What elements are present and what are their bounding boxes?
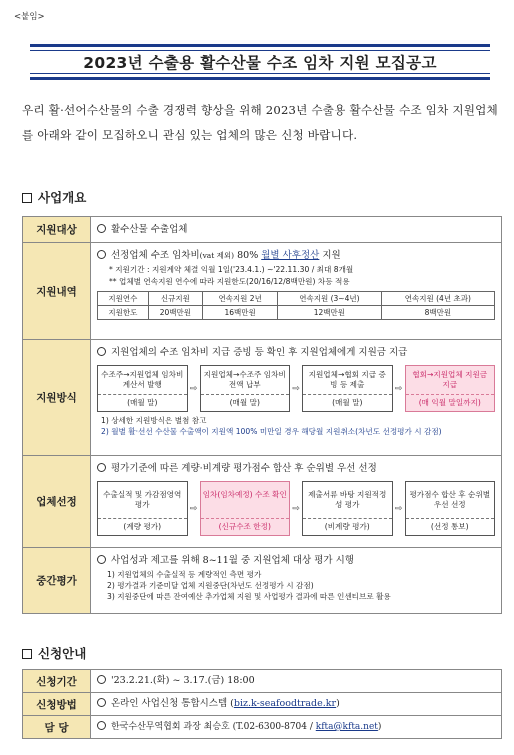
selection-cell: 평가기준에 따른 계량·비계량 평가점수 합산 후 순위별 우선 선정 수출실적 및 가감점영역 평가 (계량 평가) ⇨ 임차(임차예정) 수조 확인 (신규수조 한정) ⇨ 제출서류 바탕 지원적정성 평가 (비계량 평가) ⇨ 평가점수 합산 후 순위별 우선 선정 (선정 통보) xyxy=(91,456,502,548)
midterm-note: 2) 평가결과 기준미달 업체 지원중단(차년도 선정평가 시 감점) xyxy=(107,581,314,590)
arrow-right-icon: ⇨ xyxy=(394,383,403,394)
page-title: 2023년 수출용 활수산물 수조 임차 지원 모집공고 xyxy=(83,54,437,72)
monthly-settlement-text: 월별 사후정산 xyxy=(261,250,320,261)
midterm-cell: 사업성과 제고를 위해 8~11월 중 지원업체 대상 평가 시행 1) 지원업체의 수출실적 등 계량적인 측면 평가 2) 평가결과 기준미달 업체 지원중단(차년도 선정평가 시 감점) 3) 지원중단에 따른 잔여예산 추가업체 지원 및 사업평가 결과에 따른 인센티브로 활용 xyxy=(91,548,502,614)
method-note-1: 1) 상세한 지원방식은 별첨 참고 xyxy=(101,416,207,425)
midterm-note: 3) 지원중단에 따른 잔여예산 추가업체 지원 및 사업평가 결과에 따른 인센티브로 활용 xyxy=(107,592,391,601)
support-period: * 지원기간 : 지원계약 체결 익월 1일('23.4.1.) ~'22.11.30 / 최대 8개월 xyxy=(109,265,354,274)
apply-table xyxy=(22,669,502,739)
circle-bullet-icon xyxy=(97,224,106,233)
label-method: 지원방식 xyxy=(23,340,91,456)
apply-method-cell: 온라인 사업신청 통합시스템 (biz.k-seafoodtrade.kr) xyxy=(91,693,502,716)
method-flow xyxy=(97,365,495,412)
label-apply-method: 신청방법 xyxy=(23,693,91,716)
square-bullet-icon xyxy=(22,649,32,659)
apply-period-cell: '23.2.21.(화) ~ 3.17.(금) 18:00 xyxy=(91,670,502,693)
content-cell: 선정업체 수조 임차비(vat 제외) 80% 월별 사후정산 지원 * 지원기간 : 지원계약 체결 익월 1일('23.4.1.) ~'22.11.30 / 최대 8개월 ** 업체별 연속지원 연수에 따라 지원한도(20/16/12/8백만원) 차등 적용 지원연수 신규지원 연속지원 2년 연속지원 (3~4년) 연속지원 (4년 초과) 지원한도 20백만원 16백만원 12백만원 8백만원 xyxy=(91,243,502,340)
arrow-right-icon: ⇨ xyxy=(292,383,300,394)
contact-email-link[interactable]: kfta@kfta.net xyxy=(315,722,378,732)
label-midterm: 중간평가 xyxy=(23,548,91,614)
circle-bullet-icon xyxy=(97,555,106,564)
amount-table: 지원연수 신규지원 연속지원 2년 연속지원 (3~4년) 연속지원 (4년 초과) 지원한도 20백만원 16백만원 12백만원 8백만원 xyxy=(97,291,495,320)
label-contact: 담 당 xyxy=(23,716,91,739)
flow-step-highlight: 임차(임차예정) 수조 확인 (신규수조 한정) xyxy=(200,481,291,536)
arrow-right-icon: ⇨ xyxy=(189,503,198,514)
circle-bullet-icon xyxy=(97,250,106,259)
flow-step: 제출서류 바탕 지원적정성 평가 (비계량 평가) xyxy=(302,481,393,536)
midterm-note: 1) 지원업체의 수출실적 등 계량적인 측면 평가 xyxy=(107,570,262,579)
section-heading-apply: 신청안내 xyxy=(22,644,86,662)
intro-paragraph: 우리 활·선어수산물의 수출 경쟁력 향상을 위해 2023년 수출용 활수산물 수조 임차 지원업체를 아래와 같이 모집하오니 관심 있는 업체의 많은 신청 바랍니다. xyxy=(22,103,498,142)
apply-site-link[interactable]: biz.k-seafoodtrade.kr xyxy=(233,698,337,709)
method-cell: 지원업체의 수조 임차비 지급 증빙 등 확인 후 지원업체에게 지원금 지급 수조주→지원업체 임차비 계산서 발행 (매월 말) ⇨ 지원업체→수조주 임차비 전액 납부 (매월 말) ⇨ 지원업체→협회 지급 증빙 등 제출 (매월 말) ⇨ 협회→지원업체 지원금 지급 (매 익월 말일까지) 1) 상세한 지원방식은 별첨 참고 2) 월별 활·선선 수산물 수출액이 지원액 100% 미만일 경우 해당월 지원취소(차년도 선정평가 시 감점) xyxy=(91,340,502,456)
limit-note: ** 업체별 연속지원 연수에 따라 지원한도(20/16/12/8백만원) 차등 적용 xyxy=(109,277,350,286)
contact-cell: 한국수산무역협회 과장 최승호 (T.02-6300-8704 / kfta@kfta.net) xyxy=(91,716,502,739)
label-target: 지원대상 xyxy=(23,217,91,243)
flow-step: 지원업체→협회 지급 증빙 등 제출 (매월 말) xyxy=(302,365,393,412)
circle-bullet-icon xyxy=(97,675,106,684)
arrow-right-icon: ⇨ xyxy=(292,503,300,514)
square-bullet-icon xyxy=(22,193,32,203)
arrow-right-icon: ⇨ xyxy=(189,383,198,394)
title-box xyxy=(30,44,490,80)
overview-table xyxy=(22,216,502,614)
section-heading-overview: 사업개요 xyxy=(22,188,86,206)
label-selection: 업체선정 xyxy=(23,456,91,548)
circle-bullet-icon xyxy=(97,698,106,707)
label-apply-period: 신청기간 xyxy=(23,670,91,693)
target-cell: 활수산물 수출업체 xyxy=(91,217,502,243)
attachment-label: <붙임> xyxy=(14,12,45,22)
selection-flow xyxy=(97,481,495,536)
flow-step: 지원업체→수조주 임차비 전액 납부 (매월 말) xyxy=(200,365,291,412)
flow-step: 수출실적 및 가감점영역 평가 (계량 평가) xyxy=(97,481,188,536)
method-note-2: 2) 월별 활·선선 수산물 수출액이 지원액 100% 미만일 경우 해당월 지원취소(차년도 선정평가 시 감점) xyxy=(101,427,442,436)
circle-bullet-icon xyxy=(97,463,106,472)
flow-step-highlight: 협회→지원업체 지원금 지급 (매 익월 말일까지) xyxy=(405,365,496,412)
circle-bullet-icon xyxy=(97,721,106,730)
flow-step: 수조주→지원업체 임차비 계산서 발행 (매월 말) xyxy=(97,365,188,412)
circle-bullet-icon xyxy=(97,347,106,356)
flow-step: 평가점수 합산 후 순위별 우선 선정 (선정 통보) xyxy=(405,481,496,536)
label-content: 지원내역 xyxy=(23,243,91,340)
arrow-right-icon: ⇨ xyxy=(394,503,403,514)
